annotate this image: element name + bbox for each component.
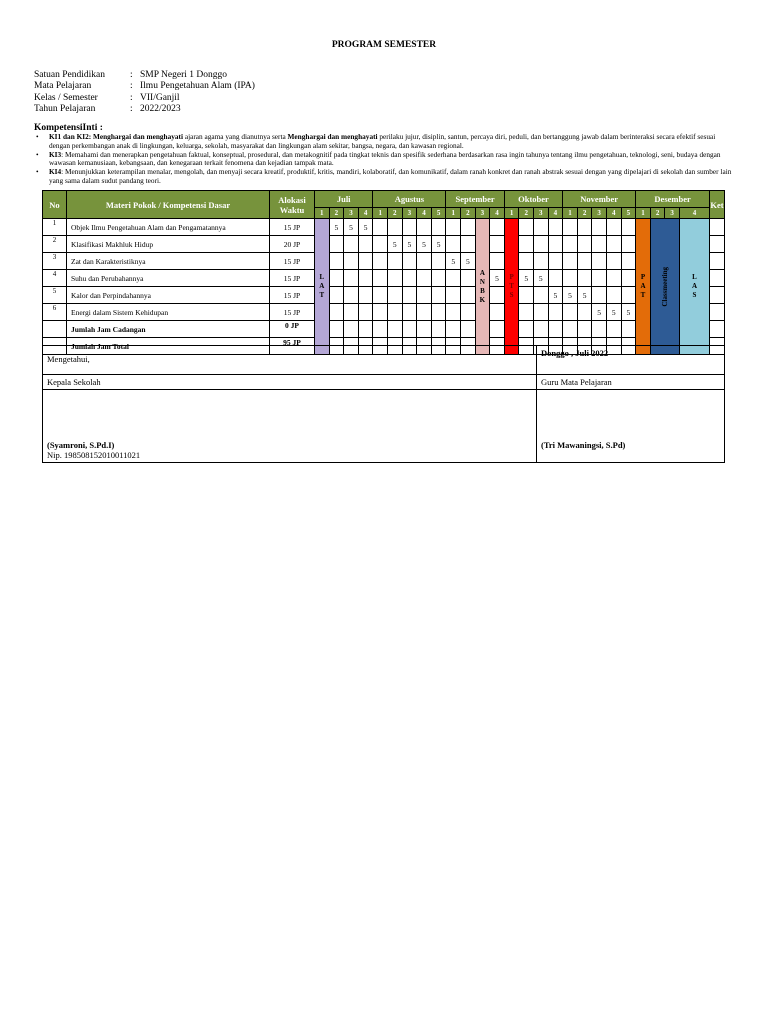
header-week: 4: [490, 208, 505, 219]
week-cell: [606, 236, 621, 253]
week-cell: [461, 219, 476, 236]
header-week: 4: [606, 208, 621, 219]
header-month: Agustus: [373, 191, 446, 208]
week-cell: 5: [402, 236, 417, 253]
row-materi: Jumlah Jam Cadangan: [67, 321, 270, 338]
teacher-name: (Tri Mawaningsi, S.Pd): [541, 440, 626, 450]
ki-item-4: • KI4: Menunjukkan keterampilan menalar, mengolah, dan menyaji secara kreatif, produktif, kritis, mandiri, kolaboratif, dan komunikatif, dalam ranah konkret dan ranah abstrak sesuai dengan yang dipelajari di sekolah dan sumber lain yang sama dalam sudut pandang teori.: [36, 167, 732, 185]
week-cell: [519, 287, 534, 304]
week-cell: [431, 321, 446, 338]
week-cell: [402, 219, 417, 236]
week-cell: [373, 287, 388, 304]
identity-block: [34, 70, 255, 115]
signature-table: [42, 345, 725, 463]
header-week: 1: [315, 208, 330, 219]
ki-item-3: • KI3: Memahami dan menerapkan pengetahuan faktual, konseptual, prosedural, dan metakognitif pada tingkat teknis dan spesifik sederhana berdasarkan rasa ingin tahunya tentang ilmu pengetahuan, teknologi, seni, budaya dengan wawasan kemanusiaan, kebangsaan, dan kenegaraan terkait fenomena dan kejadian tampak mata.: [36, 149, 721, 168]
week-cell: [329, 321, 344, 338]
info-value: Ilmu Pengetahuan Alam (IPA): [140, 81, 255, 92]
row-alokasi: 15 JP: [270, 253, 315, 270]
header-week: 1: [504, 208, 519, 219]
header-materi: Materi Pokok / Kompetensi Dasar: [67, 191, 270, 219]
ki-item-1: • KI1 dan KI2: Menghargai dan menghayati ajaran agama yang dianutnya serta Menghargai dan menghayati perilaku jujur, disiplin, santun, percaya diri, peduli, dan bertanggung jawab dalam berinteraksi secara efektif sesuai dengan perkembangan anak di lingkungan, keluarga, sekolah, masyarakat dan lingkungan alam sekitar, bangsa, negara, dan kawasan regional.: [36, 132, 716, 150]
week-cell: [577, 219, 592, 236]
week-cell: 5: [606, 304, 621, 321]
week-cell: [431, 253, 446, 270]
week-cell: [621, 287, 636, 304]
week-cell: [373, 253, 388, 270]
info-value: VII/Ganjil: [140, 92, 180, 103]
week-cell: [490, 304, 505, 321]
week-cell: [417, 304, 432, 321]
week-cell: [329, 287, 344, 304]
week-cell: [621, 219, 636, 236]
week-cell: [563, 236, 578, 253]
header-week: 4: [548, 208, 563, 219]
header-week: 3: [344, 208, 359, 219]
header-week: 1: [373, 208, 388, 219]
info-row-school: Satuan Pendidikan : SMP Negeri 1 Donggo: [34, 70, 227, 80]
week-cell: 5: [490, 270, 505, 287]
week-cell: [621, 253, 636, 270]
header-week: 3: [592, 208, 607, 219]
header-week: 2: [461, 208, 476, 219]
document-title: PROGRAM SEMESTER: [331, 40, 437, 50]
week-cell: 5: [344, 219, 359, 236]
week-cell: [461, 304, 476, 321]
principal-nip: Nip. 198508152010011021: [47, 450, 141, 460]
week-cell: 5: [621, 304, 636, 321]
header-week: 1: [563, 208, 578, 219]
table-row: [43, 236, 725, 253]
week-cell: [417, 219, 432, 236]
week-cell: [519, 304, 534, 321]
week-cell: [519, 253, 534, 270]
row-alokasi: 15 JP: [270, 270, 315, 287]
header-month: Juli: [315, 191, 373, 208]
week-cell: [446, 219, 461, 236]
table-row: [43, 304, 725, 321]
week-cell: [402, 270, 417, 287]
week-cell: [446, 304, 461, 321]
header-week: 4: [679, 208, 709, 219]
week-cell: [344, 304, 359, 321]
semester-table: [42, 190, 725, 355]
week-cell: [533, 253, 548, 270]
week-cell: [548, 321, 563, 338]
week-cell: [344, 270, 359, 287]
row-alokasi: 20 JP: [270, 236, 315, 253]
row-ket: [710, 287, 725, 304]
row-alokasi: 15 JP: [270, 287, 315, 304]
row-materi: Objek Ilmu Pengetahuan Alam dan Pengamatannya: [67, 219, 270, 236]
week-cell: 5: [329, 219, 344, 236]
week-cell: [402, 321, 417, 338]
week-cell: [592, 270, 607, 287]
bullet-icon: •: [36, 132, 39, 141]
row-ket: [710, 253, 725, 270]
header-week: 2: [577, 208, 592, 219]
week-cell: 5: [533, 270, 548, 287]
week-cell: [329, 270, 344, 287]
week-cell: [402, 253, 417, 270]
week-cell: [344, 253, 359, 270]
week-cell: 5: [548, 287, 563, 304]
header-week: 1: [446, 208, 461, 219]
week-cell: [373, 219, 388, 236]
header-week: 5: [621, 208, 636, 219]
place-date: Donggo , Juli 2022: [537, 346, 725, 375]
week-cell: [592, 219, 607, 236]
row-alokasi: 0 JP: [270, 321, 315, 338]
header-month: Oktober: [504, 191, 562, 208]
week-cell: [402, 287, 417, 304]
header-week: 3: [665, 208, 680, 219]
table-row: [43, 219, 725, 236]
week-cell: 5: [446, 253, 461, 270]
week-cell: [563, 304, 578, 321]
week-cell: [329, 253, 344, 270]
week-cell: [373, 321, 388, 338]
row-number: 4: [43, 270, 67, 287]
week-cell: [533, 304, 548, 321]
header-week: 3: [475, 208, 490, 219]
acknowledged-label: Mengetahui,: [43, 346, 537, 375]
info-label: Kelas / Semester: [34, 92, 98, 103]
week-cell: [563, 253, 578, 270]
row-materi: Klasifikasi Makhluk Hidup: [67, 236, 270, 253]
week-cell: [606, 287, 621, 304]
table-row: [43, 321, 725, 338]
row-ket: [710, 236, 725, 253]
row-number: 6: [43, 304, 67, 321]
week-cell: 5: [563, 287, 578, 304]
week-cell: [446, 321, 461, 338]
bullet-icon: •: [36, 167, 39, 177]
row-alokasi: 95 JP: [270, 338, 315, 355]
header-week: 2: [329, 208, 344, 219]
row-ket: [710, 304, 725, 321]
week-cell: [446, 287, 461, 304]
header-week: 2: [387, 208, 402, 219]
week-cell: [548, 236, 563, 253]
week-cell: [519, 236, 534, 253]
row-ket: [710, 219, 725, 236]
week-cell: [344, 287, 359, 304]
week-cell: [490, 321, 505, 338]
week-cell: [387, 287, 402, 304]
info-row-subject: Mata Pelajaran : Ilmu Pengetahuan Alam (IPA): [34, 81, 255, 92]
week-cell: 5: [519, 270, 534, 287]
row-number: 3: [43, 253, 67, 270]
header-ket: Ket: [710, 191, 725, 219]
header-week: 3: [402, 208, 417, 219]
row-alokasi: 15 JP: [270, 219, 315, 236]
info-row-year: Tahun Pelajaran : 2022/2023: [34, 103, 181, 114]
teacher-role: Guru Mata Pelajaran: [537, 375, 725, 390]
week-cell: [577, 270, 592, 287]
week-cell: [533, 219, 548, 236]
info-label: Satuan Pendidikan: [34, 70, 105, 80]
week-cell: [446, 270, 461, 287]
week-cell: 5: [358, 219, 373, 236]
week-cell: 5: [577, 287, 592, 304]
header-week: 4: [417, 208, 432, 219]
week-cell: [548, 304, 563, 321]
info-value: SMP Negeri 1 Donggo: [140, 70, 227, 80]
week-cell: [592, 321, 607, 338]
week-cell: [577, 321, 592, 338]
info-label: Tahun Pelajaran: [34, 103, 96, 114]
week-cell: [592, 236, 607, 253]
week-cell: [533, 321, 548, 338]
marker-lat: L A T: [315, 219, 330, 355]
ki-heading: KompetensiInti :: [34, 123, 103, 133]
week-cell: [417, 253, 432, 270]
week-cell: [329, 236, 344, 253]
week-cell: [548, 253, 563, 270]
week-cell: [431, 304, 446, 321]
week-cell: [358, 236, 373, 253]
week-cell: [577, 304, 592, 321]
week-cell: [358, 321, 373, 338]
week-cell: [606, 270, 621, 287]
table-row: [43, 253, 725, 270]
principal-role: Kepala Sekolah: [43, 375, 537, 390]
week-cell: [358, 253, 373, 270]
week-cell: [373, 304, 388, 321]
week-cell: [344, 236, 359, 253]
ki-list: [34, 133, 734, 186]
week-cell: [533, 236, 548, 253]
week-cell: [577, 236, 592, 253]
info-row-class: Kelas / Semester : VII/Ganjil: [34, 92, 180, 103]
header-month: November: [563, 191, 636, 208]
week-cell: [417, 270, 432, 287]
info-label: Mata Pelajaran: [34, 81, 92, 92]
week-cell: [344, 321, 359, 338]
week-cell: [402, 304, 417, 321]
week-cell: [548, 219, 563, 236]
week-cell: [431, 270, 446, 287]
week-cell: 5: [592, 304, 607, 321]
week-cell: [431, 219, 446, 236]
week-cell: [606, 321, 621, 338]
week-cell: [490, 236, 505, 253]
week-cell: [417, 287, 432, 304]
week-cell: [621, 236, 636, 253]
week-cell: [373, 270, 388, 287]
week-cell: [358, 270, 373, 287]
week-cell: [533, 287, 548, 304]
week-cell: [606, 219, 621, 236]
principal-signature-block: [43, 390, 537, 463]
header-no: No: [43, 191, 67, 219]
week-cell: [461, 270, 476, 287]
week-cell: [387, 321, 402, 338]
header-alokasi: Alokasi Waktu: [270, 191, 315, 219]
week-cell: [461, 287, 476, 304]
row-ket: [710, 270, 725, 287]
week-cell: [490, 287, 505, 304]
marker-pat: P A T: [636, 219, 651, 355]
row-materi: Zat dan Karakteristiknya: [67, 253, 270, 270]
bullet-icon: •: [36, 149, 39, 159]
week-cell: [592, 253, 607, 270]
week-cell: [446, 236, 461, 253]
principal-name: (Syamroni, S.Pd.I): [47, 440, 115, 450]
week-cell: [431, 287, 446, 304]
teacher-signature-block: [537, 390, 725, 463]
week-cell: [621, 321, 636, 338]
header-week: 1: [636, 208, 651, 219]
week-cell: [387, 270, 402, 287]
week-cell: [548, 270, 563, 287]
week-cell: [417, 321, 432, 338]
week-cell: [592, 287, 607, 304]
week-cell: 5: [417, 236, 432, 253]
header-month: Desember: [636, 191, 710, 208]
table-row: [43, 270, 725, 287]
info-value: 2022/2023: [140, 103, 181, 114]
week-cell: [563, 219, 578, 236]
marker-classmeeting: Classmeeting: [650, 219, 679, 355]
week-cell: 5: [461, 253, 476, 270]
header-week: 4: [358, 208, 373, 219]
week-cell: [461, 236, 476, 253]
table-row: [43, 287, 725, 304]
week-cell: [519, 321, 534, 338]
week-cell: [621, 270, 636, 287]
row-alokasi: 15 JP: [270, 304, 315, 321]
week-cell: [358, 287, 373, 304]
row-number: 5: [43, 287, 67, 304]
week-cell: [358, 304, 373, 321]
row-number: 2: [43, 236, 67, 253]
week-cell: [387, 304, 402, 321]
week-cell: [329, 304, 344, 321]
week-cell: [577, 253, 592, 270]
marker-pts: P T S: [504, 219, 519, 355]
week-cell: [563, 321, 578, 338]
marker-anbk: A N B K: [475, 219, 490, 355]
row-materi: Energi dalam Sistem Kehidupan: [67, 304, 270, 321]
week-cell: [519, 219, 534, 236]
week-cell: [490, 219, 505, 236]
week-cell: [461, 321, 476, 338]
week-cell: [563, 270, 578, 287]
week-cell: 5: [431, 236, 446, 253]
week-cell: 5: [387, 236, 402, 253]
header-week: 5: [431, 208, 446, 219]
week-cell: [387, 253, 402, 270]
week-cell: [606, 253, 621, 270]
row-materi: Kalor dan Perpindahannya: [67, 287, 270, 304]
header-week: 2: [519, 208, 534, 219]
header-month: September: [446, 191, 504, 208]
week-cell: [490, 253, 505, 270]
header-week: 2: [650, 208, 665, 219]
week-cell: [387, 219, 402, 236]
row-number: [43, 321, 67, 338]
header-week: 3: [533, 208, 548, 219]
row-ket: [710, 321, 725, 338]
marker-las: L A S: [679, 219, 709, 355]
row-number: 1: [43, 219, 67, 236]
week-cell: [373, 236, 388, 253]
row-materi: Suhu dan Perubahannya: [67, 270, 270, 287]
row-materi: Jumlah Jam Total: [67, 338, 270, 355]
